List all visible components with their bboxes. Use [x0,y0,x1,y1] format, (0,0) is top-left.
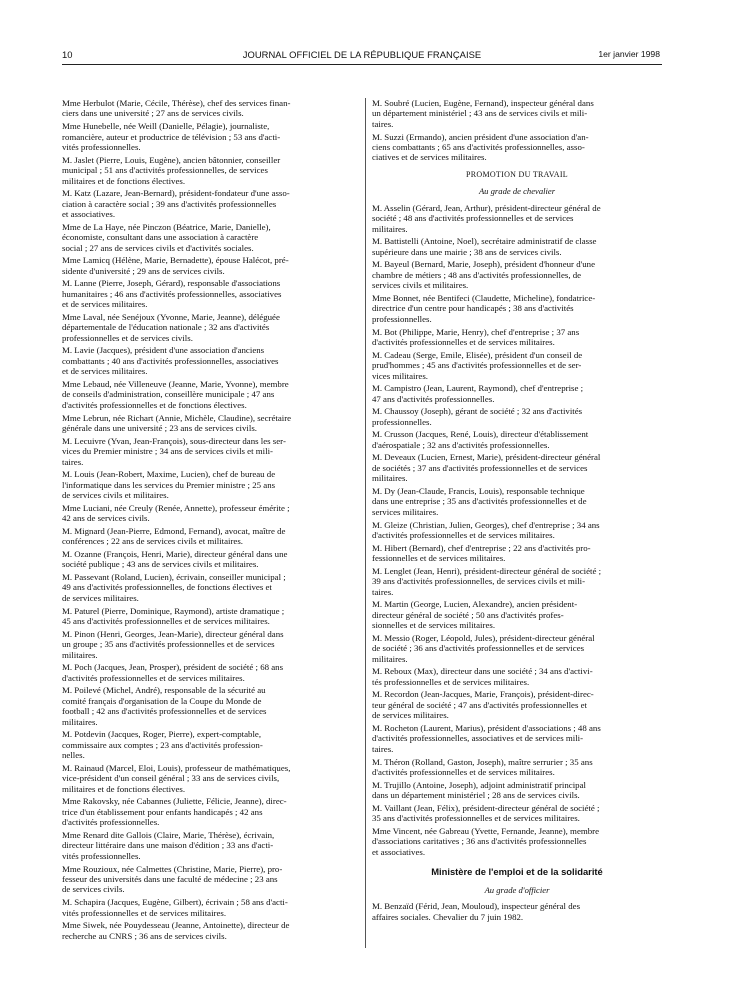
entry-line: M. Pinon (Henri, Georges, Jean-Marie), directeur général dans [62,628,284,639]
list-item [372,901,662,922]
entry-line: teur général de société ; 47 ans d'activités professionnelles et [372,699,587,710]
entry-line: dans une entreprise ; 35 ans d'activités professionnelles et de [372,496,587,507]
entry-line: M. Deveaux (Lucien, Ernest, Marie), président-directeur général [372,452,601,463]
entry-line: vités professionnelles. [62,850,141,861]
list-item [372,543,662,564]
list-item [372,327,662,348]
list-item [62,796,357,827]
entry-line: vices du Premier ministre ; 34 ans de services civils et mili- [62,446,273,457]
entry-line: M. Soubré (Lucien, Eugène, Fernand), inspecteur général dans [372,98,594,108]
entry-line: vices militaires. [372,370,428,381]
entry-line: M. Dy (Jean-Claude, Francis, Louis), responsable technique [372,486,585,497]
entry-line: Mme Herbulot (Marie, Cécile, Thérèse), chef des services finan- [62,98,291,108]
issue-date: 1er janvier 1998 [598,49,660,59]
officier-list [372,901,662,922]
list-item [62,864,357,895]
entry-line: l'informatique dans les services du Premier ministre ; 25 ans [62,479,276,490]
entry-line: 39 ans d'activités professionnelles, de services civils et mili- [372,576,586,587]
entry-line: ciation à caractère social ; 39 ans d'activités professionnelles [62,198,277,209]
list-item [62,345,357,376]
entry-line: d'activités professionnelles et de services militaires. [372,530,555,541]
list-item [62,469,357,500]
page-number: 10 [62,49,73,60]
list-item [372,429,662,450]
list-item [62,312,357,343]
entry-line: de services civils. [62,884,125,895]
entry-line: militaires. [372,223,408,234]
entry-line: M. Paturel (Pierre, Dominique, Raymond), artiste dramatique ; [62,605,285,616]
entry-line: M. Mignard (Jean-Pierre, Edmond, Fernand), avocat, maître de [62,525,286,536]
list-item [62,897,357,918]
entry-line: M. Campistro (Jean, Laurent, Raymond), chef d'entreprise ; [372,383,584,394]
entry-line: de sociétés ; 37 ans d'activités professionnelles et de services [372,462,588,473]
list-item [62,255,357,276]
entry-line: M. Lavie (Jacques), président d'une association d'anciens [62,345,265,356]
entry-line: commissaire aux comptes ; 23 ans d'activités profession- [62,739,263,750]
entry-line: M. Benzaïd (Férid, Jean, Mouloud), inspecteur général des [372,901,581,912]
column-divider [365,98,366,948]
entry-line: M. Recordon (Jean-Jacques, Marie, François), président-direc- [372,689,594,700]
entry-line: société publique ; 43 ans de services civils et militaires. [62,559,259,570]
entry-line: 42 ans de services civils. [62,513,150,524]
entry-line: de services militaires. [372,710,449,721]
entry-line: d'aérospatiale ; 32 ans d'activités professionnelles. [372,439,550,450]
list-item [62,729,357,760]
list-item [62,629,357,660]
section-title-promotion: PROMOTION DU TRAVAIL [465,169,568,179]
entry-line: M. Lecuivre (Yvan, Jean-François), sous-directeur dans les ser- [62,435,286,446]
list-item [62,436,357,467]
entry-line: recherche au CNRS ; 36 ans de services civils. [62,930,227,941]
list-item [62,278,357,309]
entry-line: Mme Rouzioux, née Calmettes (Christine, Marie, Pierre), pro- [62,863,283,874]
entry-line: ciers dans une université ; 27 ans de services civils. [62,108,244,119]
entry-line: M. Potdevin (Jacques, Roger, Pierre), expert-comptable, [62,729,262,740]
entry-line: vice-président d'un conseil général ; 33 ans de services civils, [62,773,280,784]
entry-line: militaires. [62,649,98,660]
entry-line: trice d'un établissement pour enfants handicapés ; 42 ans [62,806,263,817]
grade-officier-heading: Au grade d'officier [484,884,550,895]
entry-line: Mme Renard dite Gallois (Claire, Marie, Thérèse), écrivain, [62,829,275,840]
entry-line: M. Bot (Philippe, Marie, Henry), chef d'entreprise ; 37 ans [372,326,580,337]
entry-line: M. Lenglet (Jean, Henri), président-directeur général de société ; [372,565,602,576]
entry-line: un groupe ; 35 ans d'activités professionnelles et de services [62,639,275,650]
entry-line: d'activités professionnelles. [62,817,160,828]
entry-line: comité français d'organisation de la Coupe du Monde de [62,695,262,706]
left-column [62,98,357,943]
entry-line: chambre de métiers ; 48 ans d'activités professionnelles, de [372,269,582,280]
list-item [62,572,357,603]
list-item [372,803,662,824]
right-column [372,98,662,924]
entry-line: M. Battistelli (Antoine, Noel), secrétaire administratif de classe [372,236,597,247]
list-item [372,383,662,404]
entry-line: M. Poch (Jacques, Jean, Prosper), président de société ; 68 ans [62,662,284,673]
entry-line: économiste, consultant dans une association à caractère [62,232,259,243]
list-item [62,763,357,794]
entry-line: M. Trujillo (Antoine, Joseph), adjoint administratif principal [372,779,586,790]
entry-line: conférences ; 22 ans de services civils et militaires. [62,536,243,547]
list-item [372,98,662,129]
grade-chevalier-heading: Au grade de chevalier [478,186,556,197]
entry-line: M. Martin (George, Lucien, Alexandre), ancien président- [372,599,578,610]
list-item [372,826,662,857]
entry-line: M. Asselin (Gérard, Jean, Arthur), président-directeur général de [372,202,601,213]
entry-line: prud'hommes ; 45 ans d'activités professionnelles et de ser- [372,360,582,371]
entry-line: taires. [372,586,394,597]
entry-line: un département ministériel ; 43 ans de services civils et mili- [372,108,588,119]
entry-line: dans un département ministériel ; 28 ans de services civils. [372,790,580,801]
entry-line: d'activités professionnelles et de services militaires. [62,672,245,683]
entry-line: services civils et militaires. [372,280,469,291]
entry-line: municipal ; 51 ans d'activités professionnelles, de services [62,165,268,176]
entry-line: Mme Hunebelle, née Weill (Danielle, Pélagie), journaliste, [62,121,270,132]
entry-line: M. Gleize (Christian, Julien, Georges), chef d'entreprise ; 34 ans [372,519,600,530]
entry-line: professionnelles et de services civils. [62,332,193,343]
list-item [372,236,662,257]
entry-line: M. Passevant (Roland, Lucien), écrivain, conseiller municipal ; [62,572,286,583]
page-header [62,47,662,63]
list-item [62,155,357,186]
entry-line: M. Rocheton (Laurent, Marius), président d'associations ; 48 ans [372,723,601,734]
entry-line: M. Théron (Rolland, Gaston, Joseph), maître serrurier ; 35 ans [372,756,593,767]
list-item [372,666,662,687]
entry-line: 49 ans d'activités professionnelles, de fonctions électives et [62,582,272,593]
list-item [62,526,357,547]
entry-line: Mme Vincent, née Gabreau (Yvette, Fernande, Jeanne), membre [372,825,600,836]
entry-line: et de services militaires. [62,366,148,377]
entry-line: taires. [372,118,394,129]
entry-line: nelles. [62,750,85,761]
entry-line: d'activités professionnelles et de fonctions électives. [62,399,247,410]
entry-line: Mme Bonnet, née Bentifeci (Claudette, Micheline), fondatrice- [372,293,596,303]
list-item [372,633,662,664]
entry-line: ciens combattants ; 65 ans d'activités professionnelles, asso- [372,142,585,152]
entry-line: M. Crusson (Jacques, René, Louis), directeur d'établissement [372,429,589,440]
entry-line: Mme Laval, née Senéjoux (Yvonne, Marie, Jeanne), déléguée [62,311,280,322]
list-item [372,486,662,517]
list-item [62,549,357,570]
entry-line: M. Jaslet (Pierre, Louis, Eugène), ancien bâtonnier, conseiller [62,154,281,165]
list-item [372,757,662,778]
journal-title: JOURNAL OFFICIEL DE LA RÉPUBLIQUE FRANÇAISE [242,49,482,60]
entry-line: directeur général de société ; 50 ans d'activités profes- [372,609,564,620]
header-rule [62,64,662,65]
entry-line: vités professionnelles et de services militaires. [62,907,227,918]
entry-line: d'activités professionnelles et de services militaires. [372,767,555,778]
entry-line: Mme Luciani, née Creuly (Renée, Annette), professeur émérite ; [62,502,290,513]
entry-line: M. Louis (Jean-Robert, Maxime, Lucien), chef de bureau de [62,469,276,480]
entry-line: M. Reboux (Max), directeur dans une société ; 34 ans d'activi- [372,666,593,677]
entry-line: de services civils et militaires. [62,490,169,501]
entry-line: départementale de l'éducation nationale ; 32 ans d'activités [62,322,270,333]
entry-line: et associatives. [62,209,116,220]
entry-line: ciatives et de services militaires. [372,152,487,163]
entry-line: humanitaires ; 46 ans d'activités professionnelles, associatives [62,288,282,299]
entry-line: tés professionnelles et de services militaires. [372,676,530,687]
list-item [372,452,662,483]
entry-line: M. Poilevé (Michel, André), responsable de la sécurité au [62,685,266,696]
entry-line: Mme Lamicq (Hélène, Marie, Bernadette), épouse Halécot, pré- [62,255,289,266]
entry-line: M. Bayeul (Bernard, Marie, Joseph), président d'honneur d'une [372,259,595,270]
entry-line: vités professionnelles. [62,142,141,152]
list-item [62,503,357,524]
entry-line: militaires. [372,653,408,664]
list-item [372,259,662,290]
list-item [62,98,357,119]
entry-line: Mme Siwek, née Pouydesseau (Jeanne, Antoinette), directeur de [62,920,290,931]
list-item [62,685,357,727]
entry-line: M. Messio (Roger, Léopold, Jules), président-directeur général [372,632,595,643]
entry-line: société ; 48 ans d'activités professionnelles et de services [372,213,574,224]
entry-line: M. Katz (Lazare, Jean-Bernard), président-fondateur d'une asso- [62,188,290,199]
entry-line: militaires et de fonctions électives. [62,175,186,186]
list-item [372,599,662,630]
entry-line: taires. [372,743,394,754]
entry-line: d'activités professionnelles et de services militaires. [372,337,555,347]
entry-line: professionnelles. [372,416,432,427]
entry-line: taires. [62,456,84,467]
list-item [372,780,662,801]
entry-line: M. Hibert (Bernard), chef d'entreprise ; 22 ans d'activités pro- [372,542,591,553]
entry-line: et de services militaires. [62,299,148,310]
list-item [62,413,357,434]
entry-line: professionnelles. [372,313,432,324]
list-item [62,830,357,861]
entry-line: sionnelles et de services militaires. [372,620,496,631]
list-item [372,689,662,720]
list-item [62,222,357,253]
list-item [62,188,357,219]
entry-line: romancière, auteur et productrice de télévision ; 53 ans d'acti- [62,131,281,142]
list-item [62,662,357,683]
entry-line: M. Cadeau (Serge, Emile, Elisée), président d'un conseil de [372,349,583,360]
entry-line: social ; 27 ans de services civils et d'activités sociales. [62,242,254,253]
entry-line: 35 ans d'activités professionnelles et de services militaires. [372,813,580,824]
entry-line: 45 ans d'activités professionnelles et de services militaires. [62,616,270,627]
entry-line: affaires sociales. Chevalier du 7 juin 1982. [372,911,524,922]
entry-line: M. Rainaud (Marcel, Eloi, Louis), professeur de mathématiques, [62,762,291,773]
entry-line: M. Chaussoy (Joseph), gérant de société ; 32 ans d'activités [372,406,583,417]
list-item [62,920,357,941]
entry-line: directeur littéraire dans une maison d'édition ; 33 ans d'acti- [62,840,274,851]
list-item [62,379,357,410]
list-item [372,203,662,234]
entry-line: d'activités professionnelles, associatives et de services mili- [372,733,584,744]
entry-line: Mme Lebaud, née Villeneuve (Jeanne, Marie, Yvonne), membre [62,379,289,390]
entry-line: M. Schapira (Jacques, Eugène, Gilbert), écrivain ; 58 ans d'acti- [62,897,288,908]
entry-line: services militaires. [372,506,439,517]
list-item [372,723,662,754]
right-top-list [372,98,662,163]
ministry-title: Ministère de l'emploi et de la solidarité [431,866,603,878]
list-item [372,406,662,427]
list-item [372,293,662,324]
list-item [372,350,662,381]
chevalier-list [372,203,662,857]
entry-line: supérieure dans une mairie ; 38 ans de services civils. [372,246,562,257]
entry-line: combattants ; 40 ans d'activités professionnelles, associatives [62,355,279,366]
list-item [372,132,662,163]
entry-line: militaires. [372,473,408,484]
list-item [62,606,357,627]
entry-line: M. Vaillant (Jean, Félix), président-directeur général de société ; [372,802,600,813]
entry-line: fessionnelles et de services militaires. [372,553,506,564]
entry-line: générale dans une université ; 23 ans de services civils. [62,423,257,434]
entry-line: 47 ans d'activités professionnelles. [372,393,495,404]
entry-line: de services militaires. [62,592,139,603]
entry-line: M. Lanne (Pierre, Joseph, Gérard), responsable d'associations [62,278,281,289]
entry-line: militaires et de fonctions électives. [62,783,186,794]
entry-line: Mme Lebrun, née Richart (Annie, Michèle, Claudine), secrétaire [62,412,292,423]
entry-line: sidente d'université ; 29 ans de services civils. [62,265,225,276]
entry-line: de société ; 36 ans d'activités professionnelles et de services [372,643,585,654]
entry-line: Mme de La Haye, née Pinczon (Béatrice, Marie, Danielle), [62,221,271,232]
entry-line: M. Suzzi (Ermando), ancien président d'une association d'an- [372,131,589,142]
entry-line: fesseur des universités dans une faculté de médecine ; 23 ans [62,873,278,884]
entry-line: et associatives. [372,846,426,857]
list-item [372,520,662,541]
entry-line: football ; 42 ans d'activités professionnelles et de services [62,706,267,717]
entry-line: directrice d'un centre pour handicapés ; 38 ans d'activités [372,303,574,314]
list-item [62,121,357,152]
entry-line: militaires. [62,716,98,727]
list-item [372,566,662,597]
entry-line: M. Ozanne (François, Henri, Marie), directeur général dans une [62,548,288,559]
entry-line: de conseils d'administration, conseillère municipale ; 47 ans [62,389,275,400]
entry-line: d'associations caritatives ; 36 ans d'activités professionnelles [372,836,587,847]
entry-line: Mme Rakovsky, née Cabannes (Juliette, Félicie, Jeanne), direc- [62,796,287,807]
